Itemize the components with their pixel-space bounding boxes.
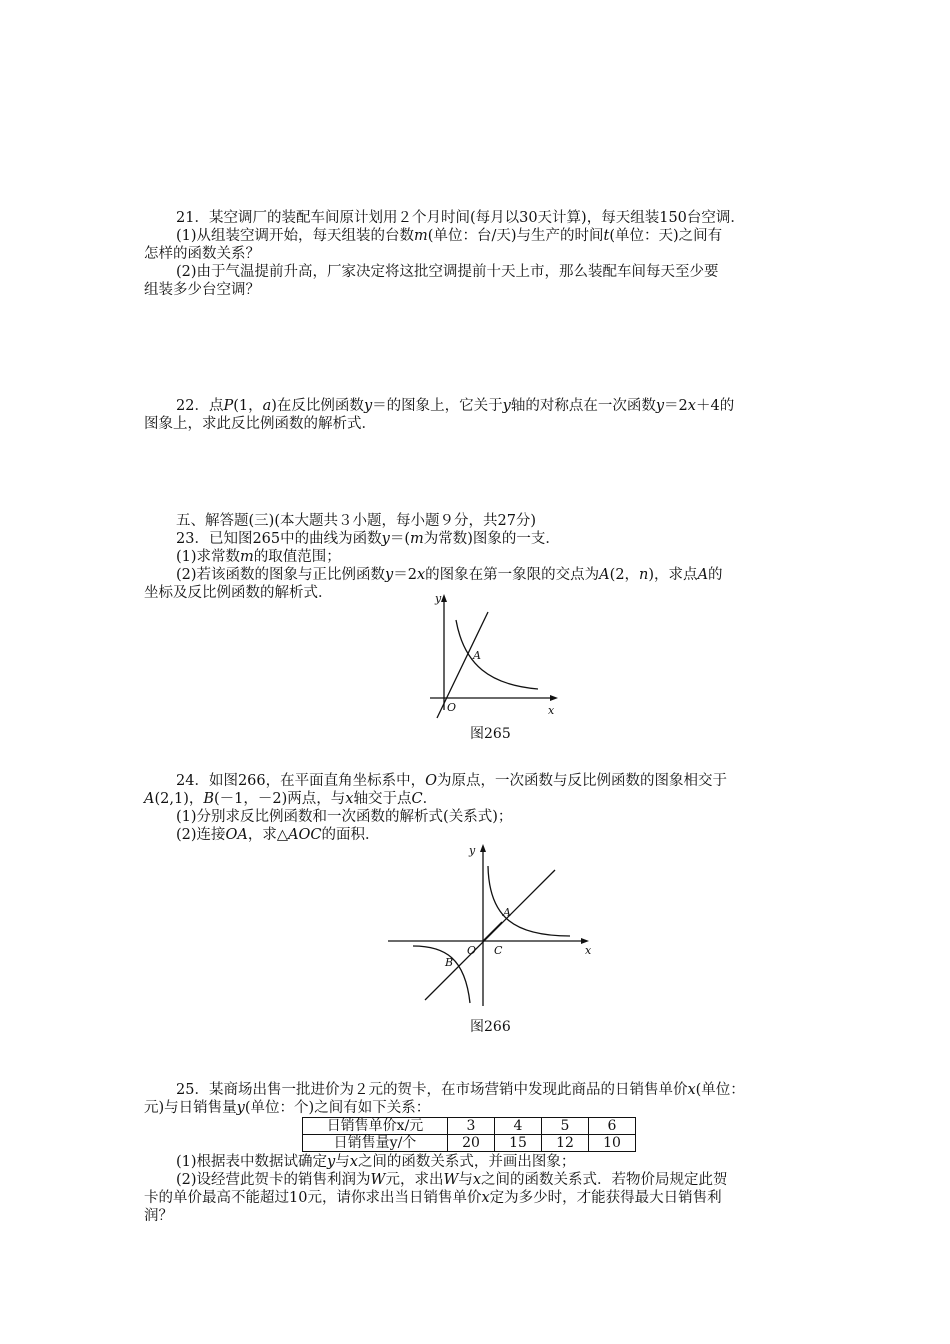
q25-stem: 25．某商场出售一批进价为２元的贺卡，在市场营销中发现此商品的日销售单价x(单位： [176, 1082, 745, 1098]
section-heading: 五、解答题(三)(本大题共３小题，每小题９分，共27分) [176, 513, 537, 529]
segment-OA [483, 922, 502, 941]
table-cell: 20 [448, 1135, 495, 1152]
table-cell: 4 [495, 1118, 542, 1135]
figure-265 [420, 590, 570, 720]
price-sales-table [302, 1117, 636, 1152]
line-AB [425, 870, 555, 1000]
q24-stem: 24．如图266，在平面直角坐标系中，O为原点，一次函数与反比例函数的图象相交于 [176, 773, 728, 789]
q21-intro: 21．某空调厂的装配车间原计划用２个月时间(每月以30天计算)，每天组装150台空调． [176, 210, 745, 226]
q22-stem-cont: 图象上，求此反比例函数的解析式． [144, 416, 376, 432]
label-y: y [435, 592, 442, 605]
table-row [303, 1135, 636, 1152]
q23-stem: 23．已知图265中的曲线为函数y＝(m为常数)图象的一支． [176, 531, 560, 547]
q24-part1: (1)分别求反比例函数和一次函数的解析式(关系式)； [176, 809, 513, 825]
label-A: A [473, 649, 481, 662]
table-row [303, 1118, 636, 1135]
q23-part1: (1)求常数m的取值范围； [176, 549, 341, 565]
y-axis-arrow [441, 594, 447, 602]
hyperbola-branch-q3 [413, 946, 470, 1003]
q21-part2: (2)由于气温提前升高，厂家决定将这批空调提前十天上市，那么装配车间每天至少要 [176, 264, 719, 280]
q25-part2: (2)设经营此贺卡的销售利润为W元，求出W与x之间的函数关系式．若物价局规定此贺 [176, 1172, 728, 1188]
label-x: x [548, 704, 555, 717]
x-axis-arrow [550, 695, 558, 701]
table-cell: 12 [542, 1135, 589, 1152]
q23-part2: (2)若该函数的图象与正比例函数y＝2x的图象在第一象限的交点为A(2，n)，求点A的 [176, 567, 723, 583]
figure-266-caption: 图266 [470, 1019, 511, 1035]
q23-part2-cont: 坐标及反比例函数的解析式． [144, 585, 333, 601]
label-x: x [585, 944, 592, 957]
label-O: O [467, 944, 477, 957]
label-B: B [445, 956, 454, 969]
label-A: A [503, 906, 511, 919]
table-header-volume: 日销售量y/个 [303, 1135, 448, 1152]
table-cell: 3 [448, 1118, 495, 1135]
label-y: y [469, 844, 476, 857]
q21-part1-cont: 怎样的函数关系？ [144, 246, 260, 262]
q21-part1: (1)从组装空调开始，每天组装的台数m(单位：台/天)与生产的时间t(单位：天)之间有 [176, 228, 723, 244]
q25-stem-cont: 元)与日销售量y(单位：个)之间有如下关系： [144, 1100, 431, 1116]
q24-stem-cont: A(2,1)，B(－1，－2)两点，与x轴交于点C． [144, 791, 438, 807]
table-cell: 6 [589, 1118, 636, 1135]
figure-266 [385, 838, 600, 1013]
q25-part2-cont: 卡的单价最高不能超过10元，请你求出当日销售单价x定为多少时，才能获得最大日销售利 [144, 1190, 722, 1206]
label-O: O [447, 701, 457, 714]
q21-part2-cont: 组装多少台空调？ [144, 282, 260, 298]
table-cell: 15 [495, 1135, 542, 1152]
figure-265-caption: 图265 [470, 726, 511, 742]
table-cell: 10 [589, 1135, 636, 1152]
hyperbola-branch [456, 620, 538, 689]
q25-part2-end: 润？ [144, 1208, 173, 1224]
label-C: C [494, 944, 503, 957]
table-cell: 5 [542, 1118, 589, 1135]
table-header-price: 日销售单价x/元 [303, 1118, 448, 1135]
q25-part1: (1)根据表中数据试确定y与x之间的函数关系式，并画出图象； [176, 1154, 576, 1170]
y-axis-arrow [480, 844, 486, 852]
q24-part2: (2)连接OA，求△AOC的面积． [176, 827, 380, 843]
q22-stem: 22．点P(1，a)在反比例函数y＝的图象上，它关于y轴的对称点在一次函数y＝2x＋4的 [176, 398, 735, 414]
